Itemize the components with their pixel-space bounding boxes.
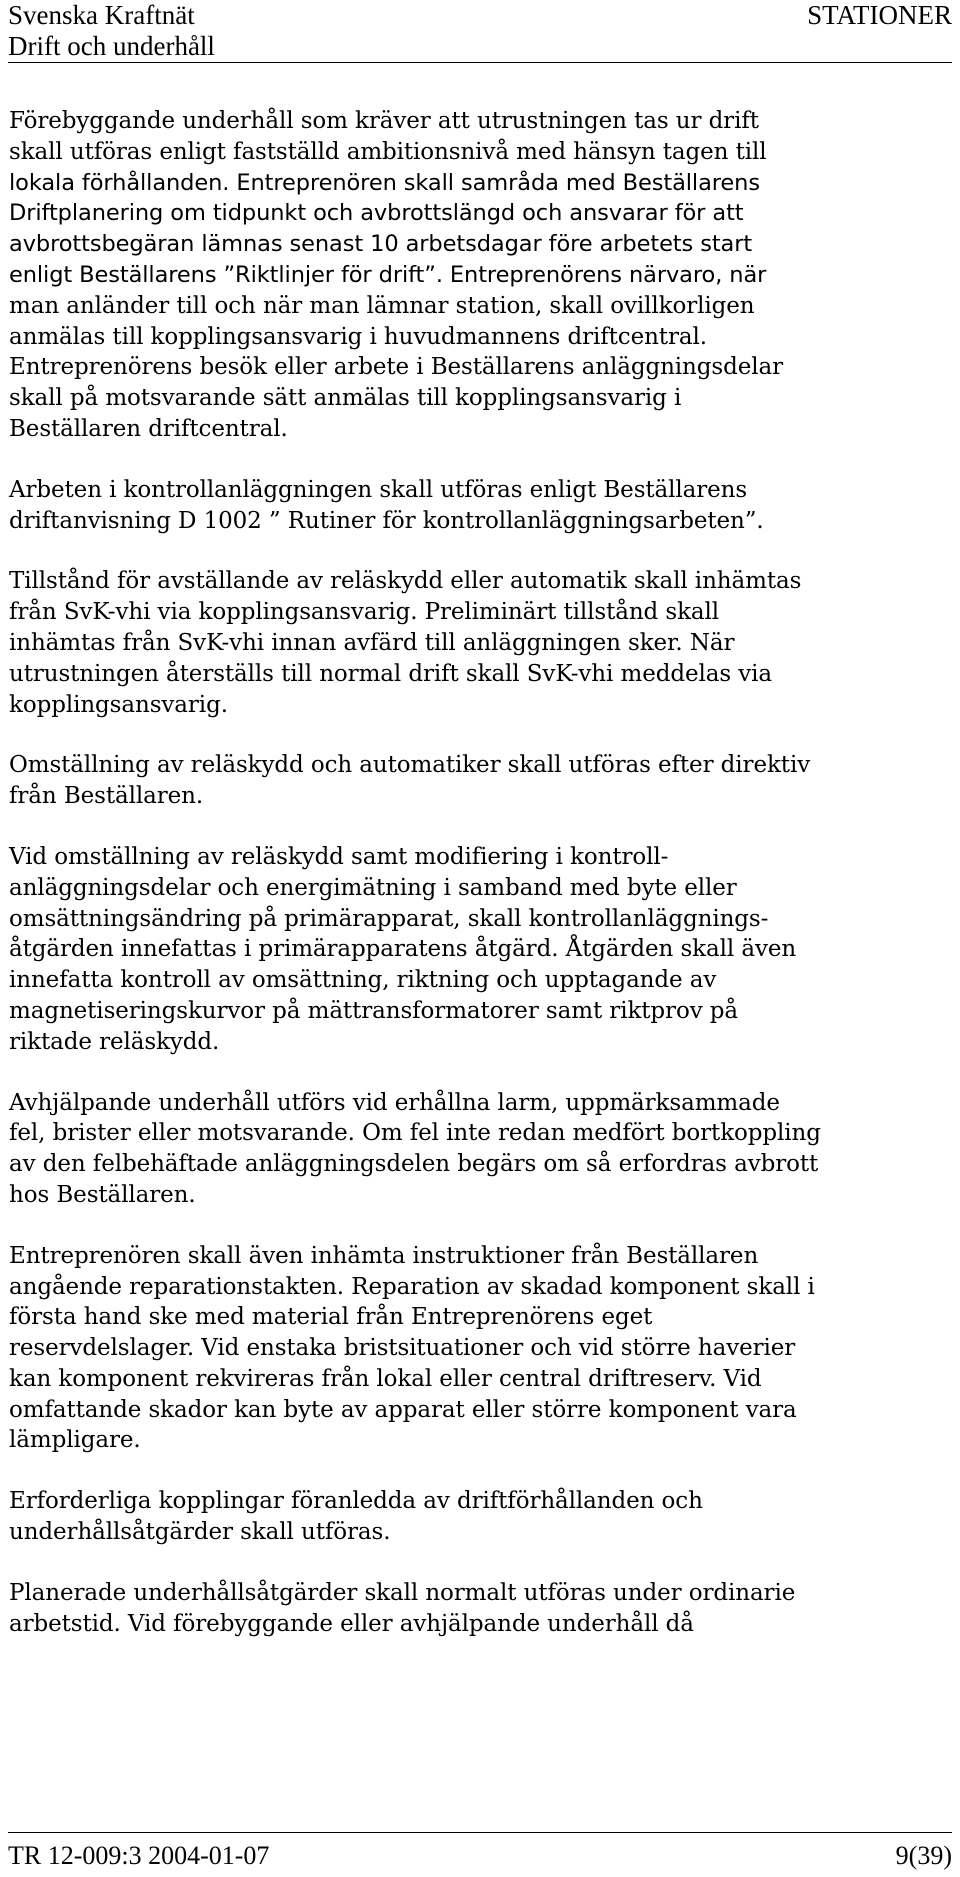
text-line: lämpligare. [9, 1427, 141, 1454]
document-body [9, 106, 953, 1669]
text-line: från SvK-vhi via kopplingsansvarig. Preliminärt tillstånd skall [9, 599, 720, 626]
text-line: skall på motsvarande sätt anmälas till kopplingsansvarig i [9, 385, 682, 412]
text-line: Entreprenörens besök eller arbete i Beställarens anläggningsdelar [9, 354, 783, 381]
text-line: fel, brister eller motsvarande. Om fel inte redan medfört bortkoppling [9, 1120, 821, 1147]
text-line: kan komponent rekvireras från lokal eller central driftreserv. Vid [9, 1365, 762, 1392]
text-line: första hand ske med material från Entreprenörens eget [9, 1304, 653, 1331]
paragraph [9, 1088, 953, 1211]
text-line: riktade reläskydd. [9, 1028, 220, 1055]
text-line: från Beställaren. [9, 783, 204, 810]
paragraph [9, 750, 953, 812]
text-line: omsättningsändring på primärapparat, skall kontrollanläggnings- [9, 905, 769, 932]
text-line: Tillstånd för avställande av reläskydd eller automatik skall inhämtas [9, 568, 802, 595]
paragraph [9, 1486, 953, 1548]
text-line: underhållsåtgärder skall utföras. [9, 1519, 391, 1546]
text-line: man anländer till och när man lämnar station, skall ovillkorligen [9, 292, 755, 319]
text-line: Arbeten i kontrollanläggningen skall utföras enligt Beställarens [9, 476, 748, 503]
text-line: omfattande skador kan byte av apparat eller större komponent vara [9, 1396, 797, 1423]
text-line: Förebyggande underhåll som kräver att utrustningen tas ur drift [9, 108, 759, 134]
text-line: hos Beställaren. [9, 1181, 196, 1208]
header-subtitle: Drift och underhåll [8, 31, 215, 61]
text-line: enligt Beställarens ”Riktlinjer för drift”. Entreprenörens närvaro, när [9, 261, 767, 288]
text-line: driftanvisning D 1002 ” Rutiner för kontrollanläggningsarbeten”. [9, 507, 764, 534]
paragraph [9, 1241, 953, 1457]
text-line: magnetiseringskurvor på mättransformatorer samt riktprov på [9, 997, 739, 1024]
text-line: avbrottsbegäran lämnas senast 10 arbetsdagar före arbetets start [9, 231, 753, 258]
text-line: innefatta kontroll av omsättning, riktning och upptagande av [9, 967, 717, 994]
text-line: reservdelslager. Vid enstaka bristsituationer och vid större haverier [9, 1335, 796, 1362]
text-line: Beställaren driftcentral. [9, 415, 288, 442]
header-org: Svenska Kraftnät [8, 0, 195, 30]
text-line: Avhjälpande underhåll utförs vid erhållna larm, uppmärksammade [9, 1089, 780, 1116]
text-line: utrustningen återställs till normal drift skall SvK-vhi meddelas via [9, 660, 773, 687]
text-line: av den felbehäftade anläggningsdelen begärs om så erfordras avbrott [9, 1151, 819, 1178]
header-section: STATIONER [807, 0, 952, 30]
paragraph [9, 1578, 953, 1640]
paragraph [9, 475, 953, 537]
text-line: anmälas till kopplingsansvarig i huvudmannens driftcentral. [9, 323, 707, 350]
text-line: arbetstid. Vid förebyggande eller avhjälpande underhåll då [9, 1610, 694, 1637]
page-footer [8, 1832, 952, 1871]
text-line: anläggningsdelar och energimätning i samband med byte eller [9, 874, 737, 901]
footer-page-number: 9(39) [895, 1841, 952, 1870]
footer-doc-ref: TR 12-009:3 2004-01-07 [8, 1841, 270, 1870]
text-line: lokala förhållanden. Entreprenören skall samråda med Beställarens [9, 169, 760, 196]
paragraph [9, 106, 953, 445]
text-line: åtgärden innefattas i primärapparatens åtgärd. Åtgärden skall även [9, 936, 797, 963]
paragraph [9, 566, 953, 720]
text-line: Driftplanering om tidpunkt och avbrottslängd och ansvarar för att [9, 200, 744, 227]
text-line: skall utföras enligt fastställd ambitionsnivå med hänsyn tagen till [9, 138, 767, 165]
text-line: inhämtas från SvK-vhi innan avfärd till anläggningen sker. När [9, 629, 735, 656]
paragraph [9, 842, 953, 1058]
text-line: kopplingsansvarig. [9, 691, 228, 718]
text-line: Vid omställning av reläskydd samt modifiering i kontroll- [9, 843, 669, 870]
text-line: angående reparationstakten. Reparation av skadad komponent skall i [9, 1273, 815, 1300]
text-line: Erforderliga kopplingar föranledda av driftförhållanden och [9, 1488, 703, 1515]
text-line: Planerade underhållsåtgärder skall normalt utföras under ordinarie [9, 1579, 796, 1606]
text-line: Omställning av reläskydd och automatiker skall utföras efter direktiv [9, 752, 811, 779]
page-header [8, 0, 952, 63]
text-line: Entreprenören skall även inhämta instruktioner från Beställaren [9, 1242, 759, 1269]
